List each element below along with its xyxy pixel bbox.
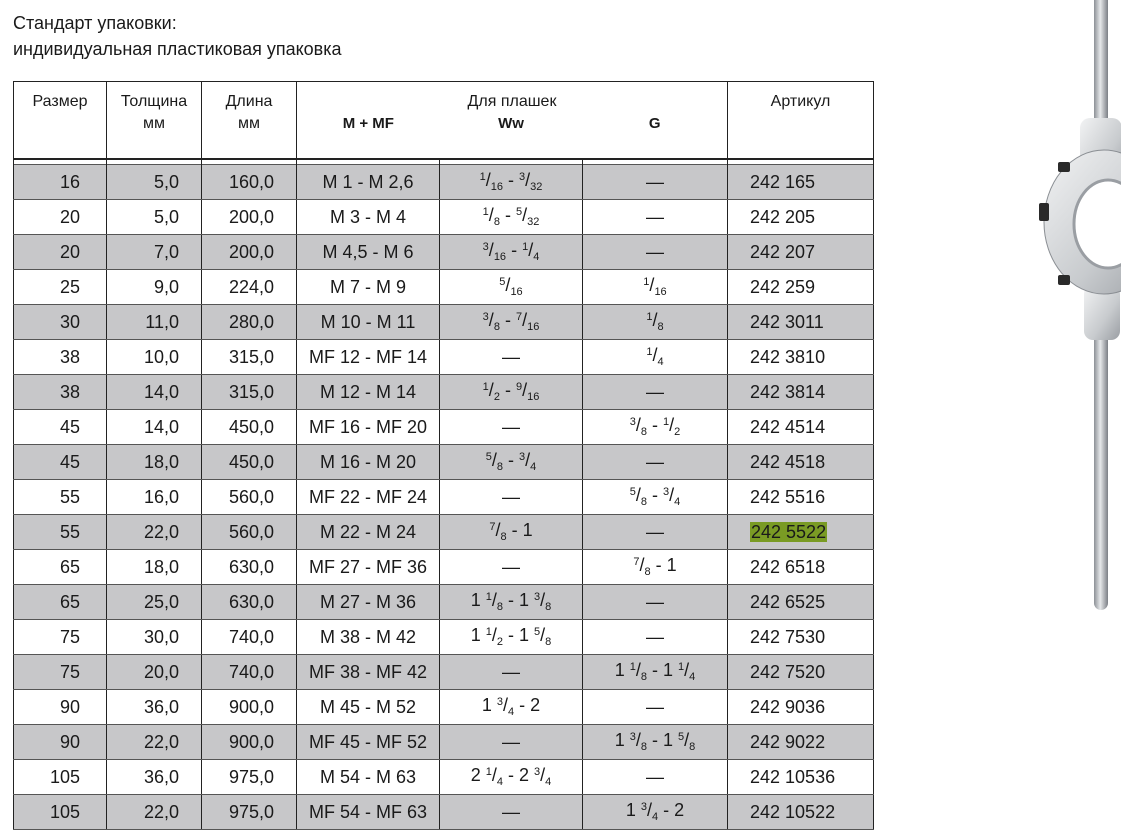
cell-thickness: 22,0: [107, 515, 202, 550]
cell-length: 450,0: [202, 445, 297, 480]
cell-g: 1 $^1/_8 - 1$ $^1/_4$: [583, 655, 728, 690]
table-row: [14, 585, 874, 620]
cell-thickness: 18,0: [107, 445, 202, 480]
cell-g: —: [583, 585, 728, 620]
cell-m-mf: M 22 - M 24: [297, 515, 440, 550]
cell-m-mf: MF 45 - MF 52: [297, 725, 440, 760]
table-row: [14, 795, 874, 830]
cell-size: 75: [14, 655, 107, 690]
cell-g: $^1/_8$: [583, 305, 728, 340]
cell-ww: $^3/_8 - ^7/_{16}$: [440, 305, 583, 340]
cell-length: 200,0: [202, 200, 297, 235]
cell-ww: —: [440, 410, 583, 445]
cell-length: 160,0: [202, 165, 297, 200]
cell-article: 242 3810: [728, 340, 874, 375]
cell-thickness: 5,0: [107, 200, 202, 235]
upper-handle-rod: [1094, 0, 1108, 125]
cell-m-mf: MF 54 - MF 63: [297, 795, 440, 830]
cell-ww: $^5/_{16}$: [440, 270, 583, 305]
die-holder-spec-table: [13, 81, 874, 830]
cell-length: 450,0: [202, 410, 297, 445]
table-row: [14, 655, 874, 690]
cell-length: 900,0: [202, 725, 297, 760]
cell-m-mf: MF 38 - MF 42: [297, 655, 440, 690]
cell-article: 242 10536: [728, 760, 874, 795]
cell-m-mf: MF 27 - MF 36: [297, 550, 440, 585]
cell-article: 242 3011: [728, 305, 874, 340]
cell-m-mf: M 4,5 - M 6: [297, 235, 440, 270]
cell-thickness: 11,0: [107, 305, 202, 340]
cell-ww: —: [440, 340, 583, 375]
cell-size: 65: [14, 585, 107, 620]
cell-article: 242 7520: [728, 655, 874, 690]
cell-size: 45: [14, 445, 107, 480]
cell-m-mf: M 7 - M 9: [297, 270, 440, 305]
cell-ww: —: [440, 655, 583, 690]
cell-size: 90: [14, 690, 107, 725]
cell-length: 315,0: [202, 375, 297, 410]
cell-size: 105: [14, 760, 107, 795]
cell-article: 242 4514: [728, 410, 874, 445]
cell-article: 242 205: [728, 200, 874, 235]
table-row: [14, 340, 874, 375]
cell-size: 55: [14, 515, 107, 550]
cell-length: 280,0: [202, 305, 297, 340]
set-screw-top: [1058, 162, 1070, 172]
cell-thickness: 5,0: [107, 165, 202, 200]
cell-m-mf: M 54 - M 63: [297, 760, 440, 795]
cell-ww: $^1/_{16} - ^3/_{32}$: [440, 165, 583, 200]
cell-g: —: [583, 515, 728, 550]
cell-g: 1 $^3/_8 - 1$ $^5/_8$: [583, 725, 728, 760]
cell-size: 105: [14, 795, 107, 830]
cell-article: 242 9022: [728, 725, 874, 760]
cell-ww: $^1/_2 - ^9/_{16}$: [440, 375, 583, 410]
set-screw-left: [1039, 203, 1049, 221]
cell-length: 224,0: [202, 270, 297, 305]
cell-article: 242 207: [728, 235, 874, 270]
cell-thickness: 18,0: [107, 550, 202, 585]
cell-thickness: 36,0: [107, 690, 202, 725]
cell-thickness: 14,0: [107, 410, 202, 445]
table-row: [14, 690, 874, 725]
cell-thickness: 14,0: [107, 375, 202, 410]
cell-m-mf: M 45 - M 52: [297, 690, 440, 725]
cell-size: 20: [14, 235, 107, 270]
cell-m-mf: M 10 - M 11: [297, 305, 440, 340]
cell-thickness: 20,0: [107, 655, 202, 690]
cell-size: 38: [14, 340, 107, 375]
cell-thickness: 10,0: [107, 340, 202, 375]
cell-length: 560,0: [202, 480, 297, 515]
table-row: [14, 270, 874, 305]
cell-ww: —: [440, 725, 583, 760]
cell-length: 200,0: [202, 235, 297, 270]
header-length: Длина мм: [202, 82, 297, 160]
header-size: Размер: [14, 82, 107, 160]
header-m-mf: M + MF: [342, 115, 394, 132]
cell-g: $^7/_8 - 1$: [583, 550, 728, 585]
cell-size: 45: [14, 410, 107, 445]
cell-size: 65: [14, 550, 107, 585]
table-row: [14, 515, 874, 550]
cell-g: —: [583, 165, 728, 200]
cell-ww: 2 $^1/_4 - 2$ $^3/_4$: [440, 760, 583, 795]
cell-article: 242 7530: [728, 620, 874, 655]
cell-article: 242 165: [728, 165, 874, 200]
header-thickness: Толщина мм: [107, 82, 202, 160]
table-row: [14, 235, 874, 270]
set-screw-bottom: [1058, 275, 1070, 285]
table-row: [14, 620, 874, 655]
cell-thickness: 16,0: [107, 480, 202, 515]
cell-thickness: 22,0: [107, 795, 202, 830]
cell-m-mf: M 38 - M 42: [297, 620, 440, 655]
table-row: [14, 480, 874, 515]
cell-length: 315,0: [202, 340, 297, 375]
cell-m-mf: M 3 - M 4: [297, 200, 440, 235]
caption-line-2: индивидуальная пластиковая упаковка: [13, 39, 342, 59]
cell-length: 630,0: [202, 585, 297, 620]
cell-g: —: [583, 375, 728, 410]
cell-article: 242 5516: [728, 480, 874, 515]
cell-ww: —: [440, 795, 583, 830]
cell-g: —: [583, 690, 728, 725]
cell-article: 242 6518: [728, 550, 874, 585]
cell-length: 740,0: [202, 655, 297, 690]
cell-size: 75: [14, 620, 107, 655]
table-row: [14, 165, 874, 200]
cell-m-mf: MF 22 - MF 24: [297, 480, 440, 515]
cell-article: 242 9036: [728, 690, 874, 725]
cell-size: 25: [14, 270, 107, 305]
cell-ww: $^7/_8 - 1$: [440, 515, 583, 550]
cell-length: 740,0: [202, 620, 297, 655]
cell-length: 975,0: [202, 795, 297, 830]
cell-g: $^1/_{16}$: [583, 270, 728, 305]
lower-handle-rod: [1094, 330, 1108, 610]
cell-g: —: [583, 200, 728, 235]
cell-ww: —: [440, 550, 583, 585]
cell-g: —: [583, 445, 728, 480]
highlighted-article: 242 5522: [751, 522, 827, 542]
cell-m-mf: M 16 - M 20: [297, 445, 440, 480]
cell-ww: 1 $^3/_4 - 2$: [440, 690, 583, 725]
packaging-caption: [13, 10, 342, 62]
cell-length: 900,0: [202, 690, 297, 725]
cell-ww: 1 $^1/_2 - 1$ $^5/_8$: [440, 620, 583, 655]
cell-g: —: [583, 760, 728, 795]
cell-m-mf: MF 12 - MF 14: [297, 340, 440, 375]
table-row: [14, 725, 874, 760]
table-row: [14, 445, 874, 480]
cell-thickness: 9,0: [107, 270, 202, 305]
cell-g: $^5/_8 - ^3/_4$: [583, 480, 728, 515]
cell-m-mf: M 27 - M 36: [297, 585, 440, 620]
cell-ww: $^3/_{16} - ^1/_4$: [440, 235, 583, 270]
cell-ww: 1 $^1/_8 - 1$ $^3/_8$: [440, 585, 583, 620]
cell-g: 1 $^3/_4 - 2$: [583, 795, 728, 830]
cell-article: 242 10522: [728, 795, 874, 830]
table-row: [14, 410, 874, 445]
cell-article: [728, 515, 874, 550]
header-ww: Ww: [498, 115, 524, 132]
cell-ww: $^5/_8 - ^3/_4$: [440, 445, 583, 480]
cell-thickness: 7,0: [107, 235, 202, 270]
table-row: [14, 305, 874, 340]
cell-size: 38: [14, 375, 107, 410]
cell-size: 55: [14, 480, 107, 515]
cell-article: 242 6525: [728, 585, 874, 620]
cell-g: —: [583, 235, 728, 270]
cell-article: 242 4518: [728, 445, 874, 480]
cell-m-mf: M 12 - M 14: [297, 375, 440, 410]
cell-length: 630,0: [202, 550, 297, 585]
cell-article: 242 3814: [728, 375, 874, 410]
cell-length: 560,0: [202, 515, 297, 550]
table-row: [14, 200, 874, 235]
cell-ww: —: [440, 480, 583, 515]
cell-article: 242 259: [728, 270, 874, 305]
header-row: [14, 82, 874, 160]
cell-m-mf: MF 16 - MF 20: [297, 410, 440, 445]
table-row: [14, 760, 874, 795]
cell-size: 90: [14, 725, 107, 760]
header-g: G: [648, 115, 661, 132]
cell-ww: $^1/_8 - ^5/_{32}$: [440, 200, 583, 235]
cell-thickness: 22,0: [107, 725, 202, 760]
table-row: [14, 375, 874, 410]
header-for-dies: Для плашек M + MF Ww G: [297, 82, 728, 160]
cell-size: 30: [14, 305, 107, 340]
cell-thickness: 30,0: [107, 620, 202, 655]
die-holder-wrench-image: [1028, 0, 1121, 650]
cell-thickness: 25,0: [107, 585, 202, 620]
cell-length: 975,0: [202, 760, 297, 795]
table-row: [14, 550, 874, 585]
header-article: Артикул: [728, 82, 874, 160]
cell-thickness: 36,0: [107, 760, 202, 795]
cell-m-mf: M 1 - M 2,6: [297, 165, 440, 200]
cell-size: 16: [14, 165, 107, 200]
cell-g: —: [583, 620, 728, 655]
caption-line-1: Стандарт упаковки:: [13, 13, 177, 33]
spec-table-body: [14, 165, 874, 830]
cell-g: $^3/_8 - ^1/_2$: [583, 410, 728, 445]
cell-g: $^1/_4$: [583, 340, 728, 375]
cell-size: 20: [14, 200, 107, 235]
